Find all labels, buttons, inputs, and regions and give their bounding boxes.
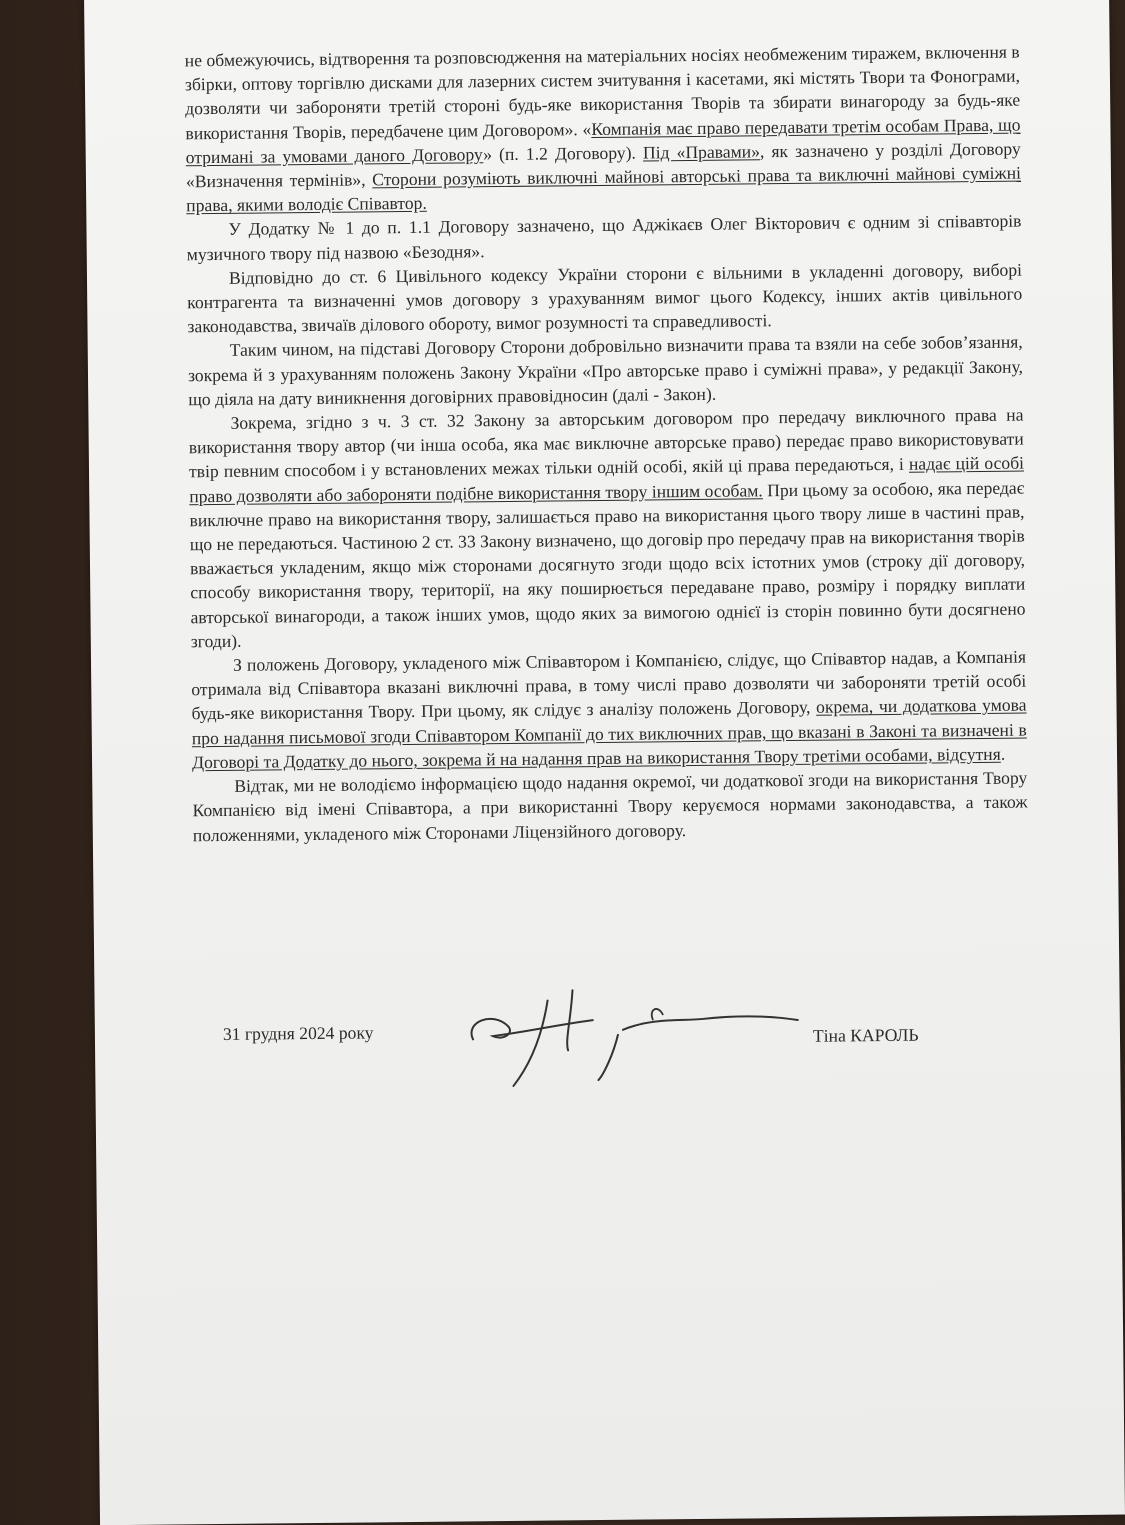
text-segment: Відповідно до ст. 6 Цивільного кодексу України сторони є вільними в укладенні договору, виборі контрагента та визначенні умов договору з урахуванням вимог цього Кодексу, інших актів цивільного законодавства, звичаїв ділового обороту, вимог розумності та справедливості.	[187, 259, 1023, 337]
paragraph	[192, 766, 1028, 847]
text-segment: З положень Договору, укладеного між Співавтором і Компанією, слідує, що Співавтор надав, а Компанія отримала від Співавтора вказані виключні права, в тому числі право дозволяти чи забороняти третій особі будь-яке використання Твору. При цьому, як слідує з аналізу положень Договору,	[191, 646, 1027, 724]
signature-date: 31 грудня 2024 року	[222, 1022, 374, 1044]
text-segment: , як зазначено у розділі Договору «Визначення термінів»,	[185, 138, 1021, 192]
paragraph	[185, 40, 1022, 218]
underlined-text: окрема, чи додаткова умова про надання письмової згоди Співавтором Компанії до тих виключних прав, що вказані в Законі та визначені в Договорі та Додатку до нього, зокрема й на надання прав на використання Твору третіми особами, відсутня	[191, 695, 1027, 773]
paragraph	[188, 330, 1024, 411]
text-segment: У Додатку № 1 до п. 1.1 Договору зазначено, що Аджікаєв Олег Вікторович є одним зі співавторів музичного твору під назвою «Безодня».	[186, 210, 1022, 264]
document-page	[84, 0, 1125, 1525]
handwritten-signature	[452, 978, 813, 1092]
text-segment: » (п. 1.2 Договору).	[483, 142, 644, 165]
text-segment: Зокрема, згідно з ч. 3 ст. 32 Закону за авторським договором про передачу виключного права на використання твору автор (чи інша особа, яка має виключне авторське право) передає право використовувати твір певним способом і у встановлених межах тільки одній особі, якій ці права передаються, і	[188, 404, 1024, 482]
document-body	[185, 40, 1028, 847]
signature-block	[223, 1006, 984, 1104]
paragraph	[188, 403, 1025, 654]
text-segment: При цьому за особою, яка передає виключне право на використання твору, залишається право на використання цього твору лише в частині прав, що не передаються. Частиною 2 ст. 33 Закону визначено, що договір про передачу прав на використання творів вважається укладеним, якщо між сторонами досягнуто згоди щодо всіх істотних умов (строку дії договору, способу використання твору, території, на яку поширюється передаване право, розміру і порядку виплати авторської винагороди, а також інших умов, щодо яких за вимогою однієї із сторін повинно бути досягнено згоди).	[189, 477, 1026, 652]
text-segment: не обмежуючись, відтворення та розповсюдження на матеріальних носіях необмеженим тиражем, включення в збірки, оптову торгівлю дисками для лазерних систем зчитування і касетами, які містять Твори та Фонограми, дозволяти чи забороняти третій стороні будь-яке використання Творів та збирати винагороду за будь-яке використання Творів, передбачене цим Договором». «	[184, 41, 1021, 143]
underlined-text: Сторони розуміють виключні майнові авторські права та виключні майнові суміжні права, якими володіє Співавтор.	[186, 162, 1022, 216]
underlined-text: Компанія має право передавати третім особам Права, що отримані за умовами даного Договору	[185, 114, 1021, 168]
underlined-text: Під «Правами»	[642, 141, 761, 163]
underlined-text: надає цій особі право дозволяти або забороняти подібне використання твору іншим особам.	[189, 453, 1025, 506]
paragraph	[187, 257, 1023, 338]
text-segment: Таким чином, на підставі Договору Сторони добровільно визначити права та взяли на себе зобов’язання, зокрема й з урахуванням положень Закону України «Про авторське право і суміжні права», у редакції Закону, що діяла на дату виникнення договірних правовідносин (далі - Закон).	[187, 331, 1024, 410]
text-segment: .	[1000, 743, 1006, 764]
signatory-name: Тіна КАРОЛЬ	[812, 1024, 919, 1046]
text-segment: Відтак, ми не володіємо інформацією щодо надання окремої, чи додаткової згоди на використання Твору Компанією від імені Співавтора, а при використанні Твору керуємося нормами законодавства, а також положеннями, укладеного між Сторонами Ліцензійного договору.	[192, 767, 1028, 845]
paragraph	[191, 645, 1027, 775]
paragraph	[186, 209, 1021, 266]
